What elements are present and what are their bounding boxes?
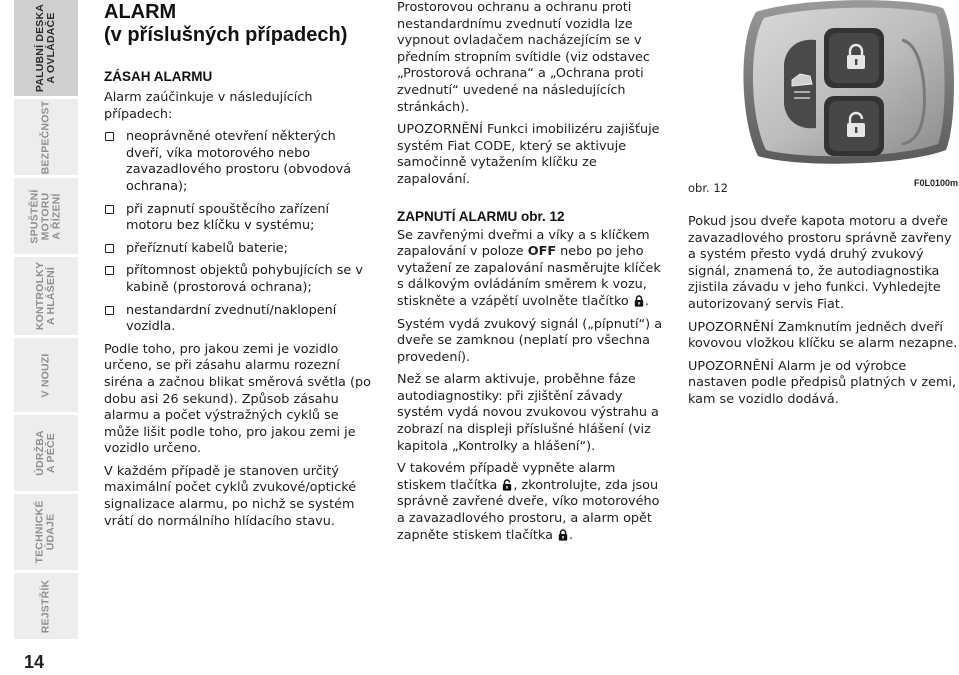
warning-label: UPOZORNĚNÍ xyxy=(688,358,774,374)
tab-udrzba[interactable] xyxy=(14,415,78,491)
siren-paragraph: Podle toho, pro jakou zemi je vozidlo určeno, se při zásahu alarmu rozezní siréna a začnou blikat směrová světla (po dobu asi 26 sekund). Způsob zásahu alarmu a počet výstražných cyklů se může lišit podle toho, pro jakou zemi je vozidlo určeno. xyxy=(104,341,371,457)
off-position: OFF xyxy=(527,244,557,260)
warning-factory-setting xyxy=(688,359,959,409)
tab-label: ÚDRŽBA A PÉČE xyxy=(34,430,57,476)
column-left xyxy=(104,0,374,530)
checkbox-bullet-icon xyxy=(105,205,114,214)
warning-label: UPOZORNĚNÍ xyxy=(688,319,774,335)
figure-12 xyxy=(688,0,959,194)
figure-reference: obr. 12 xyxy=(521,208,565,224)
key-fob-illustration xyxy=(688,0,959,180)
section-heading-zapnuti: ZAPNUTÍ ALARMU obr. 12 xyxy=(397,208,565,224)
list-item: neoprávněné otevření některých dveří, víka motorového nebo zavazadlového prostoru (obvodová ochrana); xyxy=(104,129,374,195)
page-subtitle: (v příslušných případech) xyxy=(104,24,348,46)
tab-label: BEZPEČNOST xyxy=(39,100,52,174)
beep-paragraph: Systém vydá zvukový signál („pípnutí“) a dveře se zamknou (neplatí pro všechna provedení). xyxy=(397,316,663,365)
protection-paragraph: Prostorovou ochranu a ochranu proti nestandardnímu zvednutí vozidla lze vypnout ovladačem nacházejícím se v předním stropním svítidle (viz odstavec „Prostorová ochrana“ a „Ochrana proti zvednutí“ uvedené na následujících stránkách). xyxy=(397,0,650,115)
tab-label: PALUBNÍ DESKA A OVLÁDAČE xyxy=(34,3,58,93)
section-heading-zasah: ZÁSAH ALARMU xyxy=(104,69,213,84)
selfdiag-paragraph: Pokud jsou dveře kapota motoru a dveře zavazadlového prostoru správně zavřeny a systém přesto vydá druhý zvukový signál, znamená to, že autodiagnostika zjistila závadu v jeho funkci. Vyhledejte autorizovaný servis Fiat. xyxy=(688,214,952,312)
checkbox-bullet-icon xyxy=(105,132,114,141)
checkbox-bullet-icon xyxy=(105,266,114,275)
lock-icon xyxy=(634,295,644,307)
list-item: přítomnost objektů pohybujících se v kabině (prostorová ochrana); xyxy=(104,263,374,296)
list-item: přeříznutí kabelů baterie; xyxy=(104,241,374,258)
warning-text: Funkci imobilizéru zajišťuje systém Fiat CODE, který se aktivuje samočinně vytažením klíčku ze zapalování. xyxy=(397,122,660,187)
tab-label: SPUŠTĚNÍ MOTORU A ŘÍZENÍ xyxy=(28,188,63,244)
warning-label: UPOZORNĚNÍ xyxy=(397,122,483,138)
tab-bezpecnost[interactable] xyxy=(14,99,78,175)
figure-caption: obr. 12 xyxy=(688,181,728,195)
trunk-button xyxy=(784,40,816,129)
tab-label: V NOUZI xyxy=(39,353,52,397)
figure-code: F0L0100m xyxy=(913,178,958,188)
tab-rejstrik[interactable] xyxy=(14,573,78,639)
checkbox-bullet-icon xyxy=(105,244,114,253)
list-item: při zapnutí spouštěcího zařízení motoru bez klíčku v systému; xyxy=(104,202,374,235)
tab-technicke-udaje[interactable] xyxy=(14,494,78,570)
warning-text: Zamknutím jedněch dveří kovovou vložkou klíčku se alarm nezapne. xyxy=(688,319,958,352)
diagnostics-paragraph: Než se alarm aktivuje, proběhne fáze autodiagnostiky: při zjištění závady systém vydá novou zvukovou výstrahu a zobrazí na displeji příslušné hlášení (viz kapitola „Kontrolky a hlášení“). xyxy=(397,372,659,454)
tab-label: KONTROLKY A HLÁŠENÍ xyxy=(34,261,58,331)
page-title: ALARM xyxy=(104,1,177,23)
column-right xyxy=(688,0,959,409)
lock-icon xyxy=(558,529,568,541)
warning-text: Alarm je od výrobce nastaven podle předpisů platných v zemi, kam se vozidlo dodává. xyxy=(688,358,957,407)
tab-label: REJSTŘÍK xyxy=(39,579,52,633)
warning-metal-key xyxy=(688,320,959,353)
fault-paragraph: V takovém případě vypněte alarm stiskem tlačítka , zkontrolujte, zda jsou správně zavřené dveře, víko motorového a zavazadlového prostoru, a alarm opět zapněte stiskem tlačítka . xyxy=(397,461,660,543)
trigger-list xyxy=(104,129,374,336)
tab-v-nouzi[interactable] xyxy=(14,338,78,412)
tab-palubni-deska[interactable] xyxy=(14,0,78,96)
cycles-paragraph: V každém případě je stanoven určitý maximální počet cyklů zvukové/optické signalizace alarmu, po nichž se systém vrátí do normálního hlídacího stavu. xyxy=(104,463,357,529)
chapter-tabs xyxy=(0,0,83,675)
checkbox-bullet-icon xyxy=(105,306,114,315)
warning-immobilizer xyxy=(397,122,665,188)
page-number: 14 xyxy=(24,652,45,672)
arming-paragraph: Se zavřenými dveřmi a víky a s klíčkem zapalování v poloze OFF nebo po jeho vytažení ze zapalování nasměrujte klíček s dálkovým ovládáním směrem k vozu, stiskněte a vzápětí uvolněte tlačítko . xyxy=(397,227,661,309)
list-item: nestandardní zvednutí/naklopení vozidla. xyxy=(104,303,374,336)
column-middle xyxy=(397,0,665,544)
tab-kontrolky[interactable] xyxy=(14,257,78,335)
unlock-icon xyxy=(502,479,512,491)
tab-label: TECHNICKÉ ÚDAJE xyxy=(34,500,57,564)
tab-spusteni-motoru[interactable] xyxy=(14,178,78,254)
intro-text: Alarm zaúčinkuje v následujících případech: xyxy=(104,90,313,122)
